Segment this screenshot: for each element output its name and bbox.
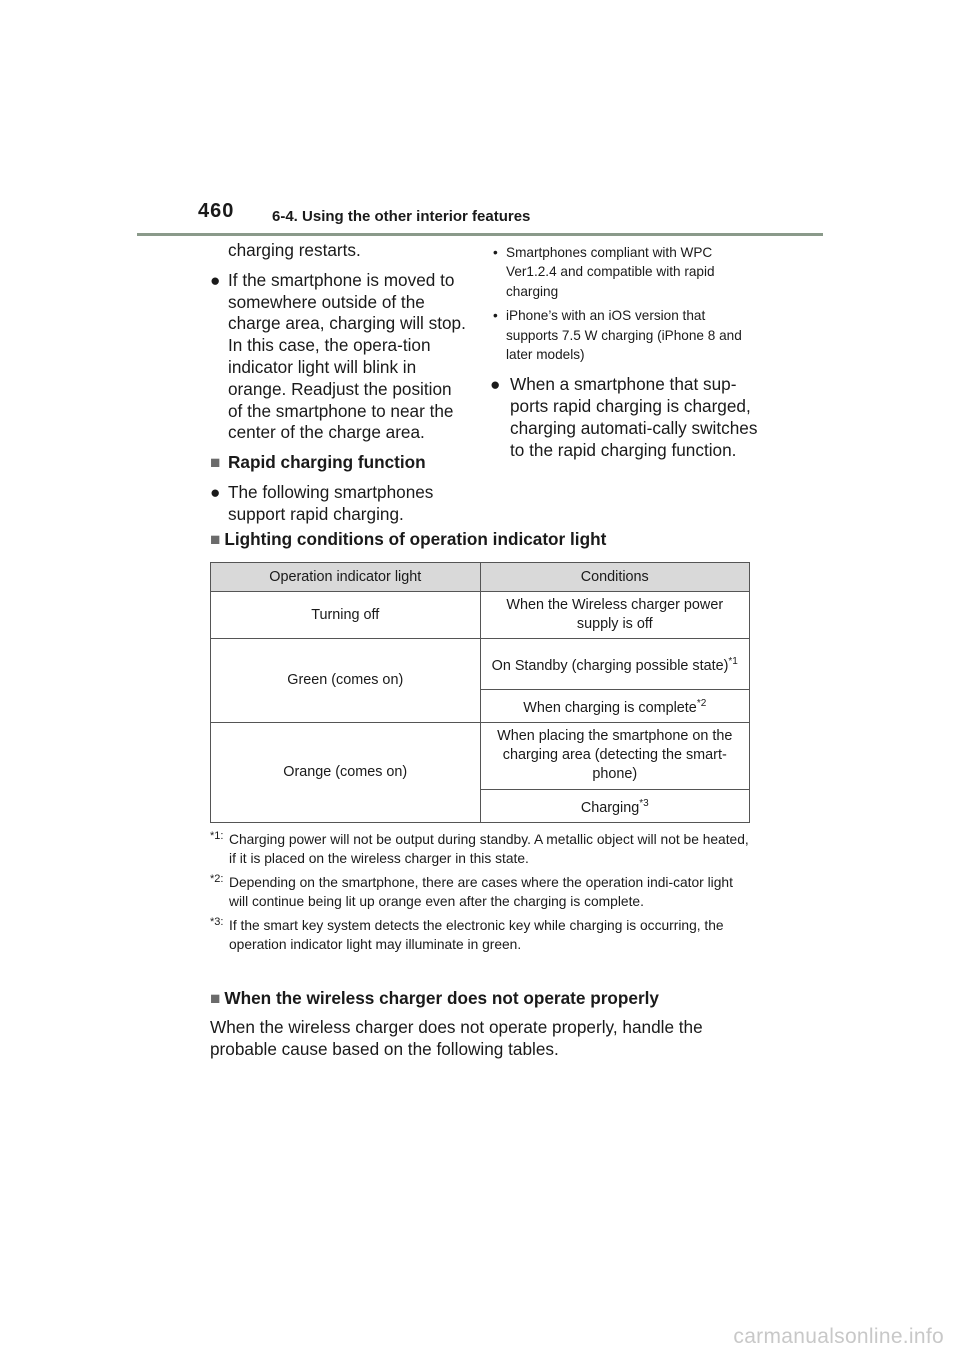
bullet-following-smartphones (210, 482, 470, 526)
cell-condition-standby (480, 639, 750, 690)
heading-rapid-text: Rapid charging function (228, 452, 426, 473)
cell-light-orange: Orange (comes on) (211, 722, 481, 822)
cell-light-green: Green (comes on) (211, 639, 481, 723)
cell-condition-off: When the Wireless charger power supply is off (480, 592, 750, 639)
footnote-1 (210, 830, 755, 868)
footnote-ref: *2 (696, 698, 707, 709)
section-title: 6-4. Using the other interior features (272, 208, 531, 225)
square-marker-icon: ■ (210, 529, 221, 549)
watermark: carmanualsonline.info (733, 1325, 944, 1348)
small-bullet-icon: • (493, 245, 498, 260)
sub-bullet-wpc (490, 243, 760, 301)
bullet-following-text: The following smartphones support rapid charging. (228, 481, 434, 524)
bullet-moved-text: If the smartphone is moved to somewhere outside of the charge area, charging will stop. In this case, the opera-tion indicator light will blink in orange. Readjust the position of the smartphone to near the center of the charge area. (228, 269, 466, 443)
footnote-3 (210, 916, 755, 954)
table-header-row (211, 563, 750, 592)
bullet-dot-icon: ● (210, 269, 221, 290)
footnote-2 (210, 873, 755, 911)
table-row (211, 639, 750, 690)
footnote-ref: *3 (639, 797, 649, 809)
header-divider (137, 233, 823, 236)
cell-light-off: Turning off (211, 592, 481, 639)
small-bullet-icon: • (493, 308, 498, 324)
page-number: 460 (198, 200, 235, 222)
right-column (490, 243, 760, 462)
square-marker-icon: ■ (210, 988, 221, 1008)
footnote-mark: *2: (210, 873, 224, 885)
condition-complete-text: When charging is complete (523, 699, 697, 716)
sub-bullet-iphone-text: iPhone’s with an iOS version that supports 7.5 W charging (iPhone 8 and later models) (506, 308, 742, 363)
footnote-ref: *1 (728, 656, 738, 668)
footnote-mark: *3: (210, 916, 224, 928)
cell-condition-charging (480, 789, 750, 822)
footnotes (210, 830, 755, 959)
heading-not-operating-text: When the wireless charger does not operate properly (224, 988, 659, 1008)
sub-bullet-wpc-text: Smartphones compliant with WPC Ver1.2.4 and compatible with rapid charging (506, 245, 715, 299)
table-row (211, 722, 750, 789)
cell-condition-placing: When placing the smartphone on the charging area (detecting the smart-phone) (480, 722, 750, 789)
left-column (210, 240, 470, 534)
indicator-light-table (210, 562, 750, 823)
footnote-text: If the smart key system detects the electronic key while charging is occurring, the operation indicator light may illuminate in green. (229, 918, 724, 952)
heading-lighting-text: Lighting conditions of operation indicator light (224, 529, 607, 549)
bullet-rapid-switch (490, 374, 760, 461)
footnote-text: Depending on the smartphone, there are cases where the operation indi-cator light will continue being lit up orange even after the charging is complete. (229, 875, 733, 909)
column-header-light: Operation indicator light (211, 563, 481, 592)
bullet-moved-outside (210, 270, 470, 444)
heading-not-operating (210, 988, 659, 1009)
square-marker-icon: ■ (210, 452, 221, 473)
bullet-dot-icon: ● (210, 481, 221, 502)
bullet-dot-icon: ● (490, 374, 501, 395)
not-operating-paragraph: When the wireless charger does not operate properly, handle the probable cause based on the following tables. (210, 1017, 703, 1059)
footnote-text: Charging power will not be output during standby. A metallic object will not be heated, if it is placed on the wireless charger in this state. (229, 832, 749, 866)
column-header-conditions: Conditions (480, 563, 750, 592)
table-row (211, 592, 750, 639)
footnote-mark: *1: (210, 830, 224, 842)
heading-lighting-conditions (210, 529, 606, 550)
sub-bullet-iphone (490, 306, 760, 364)
bullet-rapid-text: When a smartphone that sup-ports rapid charging is charged, charging automati-cally switches to the rapid charging function. (510, 374, 758, 460)
continuation-text: charging restarts. (228, 240, 361, 260)
condition-charging-text: Charging (580, 799, 640, 816)
heading-rapid-charging (210, 452, 470, 474)
cell-condition-complete (480, 690, 750, 723)
condition-standby-text: On Standby (charging possible state) (491, 657, 729, 674)
